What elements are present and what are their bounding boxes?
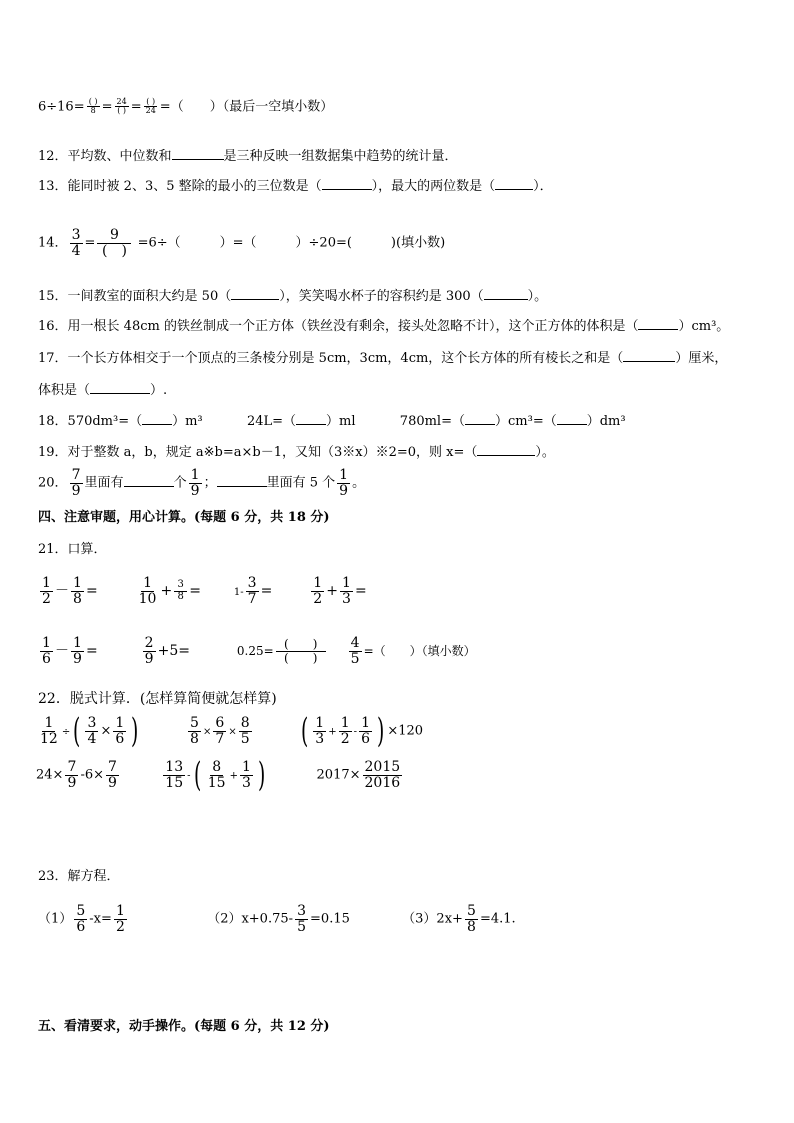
q21-row-2: $\frac{1}{6}$ － $\frac{1}{9}$ = $\frac{2}{9}$ +5= 0.25= $\frac{( )}{( )}$ $\frac{4}{5}$ =（ ）（填小数） [38,636,476,666]
q11-frac-3: $\frac{( )}{24}$ [145,97,156,116]
question-13: 13．能同时被 2、3、5 整除的最小的三位数是（ ），最大的两位数是（ ）． [38,176,553,196]
q11-lead: 6÷16= [38,99,85,115]
question-22-title: 22．脱式计算．(怎样算简便就怎样算) [38,691,277,707]
q14-frac-2: $\frac{9}{( )}$ [97,228,131,258]
question-17-line-1: 17．一个长方体相交于一个顶点的三条棱分别是 5cm，3cm，4cm，这个长方体的所有棱长之和是（ ）厘米， [38,348,727,368]
answer-blank[interactable] [623,348,675,362]
q22-row-1: $\frac{1}{12}$ ÷( $\frac{3}{4}$ × $\frac{1}{6}$ ) $\frac{5}{8}$ × $\frac{6}{7}$ × $\frac{8}{5}$ ( $\frac{1}{3}$ + $\frac{1}{2}$ - $\frac{1}{6}$ ) ×120 [40,711,424,752]
answer-blank[interactable] [217,473,267,487]
question-11: 6÷16= $\frac{( )}{8}$ = $\frac{24}{( )}$ = $\frac{( )}{24}$ =（ ）（最后一空填小数） [38,97,334,116]
answer-blank[interactable] [465,411,495,425]
answer-blank[interactable] [495,176,533,190]
section-4-heading: 四、注意审题，用心计算。(每题 6 分，共 18 分) [38,510,330,525]
question-21-title: 21．口算． [38,542,107,557]
question-15: 15．一间教室的面积大约是 50（ ），笑笑喝水杯子的容积约是 300（ ）。 [38,286,547,306]
q21-row-1: $\frac{1}{2}$ － $\frac{1}{8}$ = $\frac{1}{10}$ + $\frac{3}{8}$ = 1- $\frac{3}{7}$ = $\frac{1}{2}$ + $\frac{1}{3}$ = [38,576,367,606]
question-18: 18．570dm³=（ ）m³ 24L=（ ）ml 780ml=（ ）cm³=（ ）dm³ [38,411,626,431]
answer-blank[interactable] [172,146,224,160]
answer-blank[interactable] [90,380,150,394]
question-23-title: 23．解方程． [38,869,120,884]
q14-rest: =6÷（ ）=（ ）÷20=( )(填小数) [133,235,446,251]
q11-tail: =（ ）（最后一空填小数） [159,99,334,115]
question-20: 20． $\frac{7}{9}$ 里面有 个 $\frac{1}{9}$ ； 里面有 5 个 $\frac{1}{9}$ 。 [38,467,366,499]
answer-blank[interactable] [484,286,528,300]
question-14: 14． $\frac{3}{4}$ = $\frac{9}{( )}$ =6÷（ ）=（ ）÷20=( )(填小数) [38,227,446,259]
q22-row-2: 24× $\frac{7}{9}$ -6× $\frac{7}{9}$ $\frac{13}{15}$ -( $\frac{8}{15}$ + $\frac{1}{3}$ ) 2017× $\frac{2015}{2016}$ [36,755,401,796]
question-17-line-2: 体积是（ ）. [38,380,167,400]
answer-blank[interactable] [638,316,678,330]
q14-frac-1: $\frac{3}{4}$ [70,228,83,258]
answer-blank[interactable] [322,176,372,190]
question-16: 16．用一根长 48cm 的铁丝制成一个正方体（铁丝没有剩余，接头处忽略不计），这个正方体的体积是（ ）cm³。 [38,316,729,336]
question-19: 19．对于整数 a，b，规定 a※b=a×b－1，又知（3※x）※2=0，则 x=（ ）。 [38,442,555,462]
q11-frac-2: $\frac{24}{( )}$ [116,97,127,116]
answer-blank[interactable] [557,411,587,425]
answer-blank[interactable] [477,442,535,456]
q11-frac-1: $\frac{( )}{8}$ [87,98,100,116]
section-5-heading: 五、看清要求，动手操作。(每题 6 分，共 12 分) [38,1019,330,1034]
answer-blank[interactable] [231,286,279,300]
answer-blank[interactable] [296,411,326,425]
q23-equations: （1） $\frac{5}{6}$ -x= $\frac{1}{2}$ （2）x+0.75- $\frac{3}{5}$ =0.15 （3）2x+ $\frac{5}{8}$ =4.1. [38,903,516,935]
question-12: 12．平均数、中位数和 是三种反映一组数据集中趋势的统计量． [38,146,458,166]
answer-blank[interactable] [142,411,172,425]
answer-blank[interactable] [124,473,174,487]
